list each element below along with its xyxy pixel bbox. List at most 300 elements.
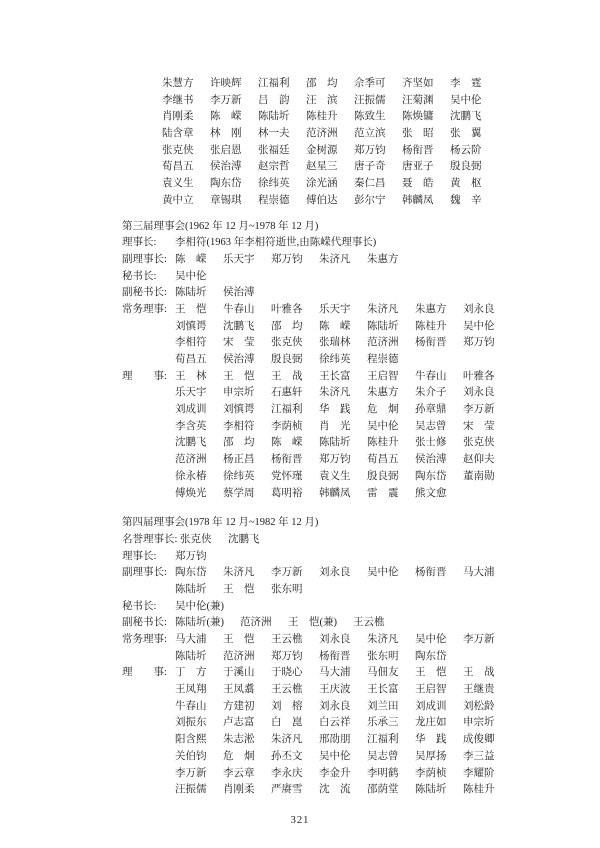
member-name: 孙章鼎 <box>415 404 447 416</box>
member-name: 吴志曾 <box>367 750 399 762</box>
field <box>122 632 560 665</box>
member-name: 吕 韵 <box>258 94 290 106</box>
member-name: 刘慎谔 <box>223 404 255 416</box>
member-name: 王 恺 <box>415 667 447 679</box>
member-name: 熊文愈 <box>415 487 447 499</box>
field-label: 副理事长: <box>122 253 170 265</box>
member-name: 李 霆 <box>450 78 482 89</box>
member-name: 汪振儒 <box>175 784 207 796</box>
member-name: 荀昌五 <box>367 454 399 466</box>
member-name: 傅伯达 <box>306 194 338 206</box>
member-row <box>162 193 560 210</box>
member-name: 邵 均 <box>306 78 338 89</box>
member-name: 杨云阶 <box>450 144 482 156</box>
member-name: 陈陆圻 <box>175 287 207 299</box>
member-name: 李万新 <box>175 767 207 779</box>
member-name: 孙丕文 <box>271 750 303 762</box>
member-name: 范济洲 <box>367 337 399 349</box>
section <box>122 515 560 799</box>
member-row <box>175 782 560 799</box>
member-name: 王云樵 <box>271 634 303 645</box>
member-name: 肖刚柔 <box>223 784 255 796</box>
field-label: 副秘书长: <box>122 617 167 629</box>
member-name: 叶雅各 <box>271 303 303 315</box>
member-name: 陈陆圻 <box>175 583 207 595</box>
member-name: 白云祥 <box>319 717 351 729</box>
member-name: 陈 嵘 <box>319 320 351 332</box>
field <box>122 549 560 566</box>
member-name: 危 炯 <box>367 404 399 416</box>
member-name: 张启恩 <box>210 144 242 156</box>
field-inline-row <box>175 549 560 566</box>
member-row <box>175 632 560 649</box>
member-name: 李金升 <box>319 767 351 779</box>
member-name: 刘成训 <box>175 404 207 416</box>
member-name: 侯治溥 <box>210 161 242 173</box>
member-name: 唐亚子 <box>402 161 434 173</box>
member-name: 王长富 <box>319 370 351 382</box>
field <box>122 252 560 269</box>
member-name: 华 践 <box>319 404 351 416</box>
member-name: 杨衔晋 <box>319 650 351 662</box>
member-name: 陈焕镛 <box>402 111 434 123</box>
field-label: 秘书长: <box>122 600 160 612</box>
member-name: 王凤翥 <box>223 684 255 696</box>
member-name: 张 昭 <box>402 128 434 140</box>
member-row <box>162 126 560 143</box>
field-content <box>175 632 560 665</box>
field <box>122 302 560 369</box>
member-name: 沈鹏飞 <box>175 437 207 449</box>
member-name: 肖 光 <box>319 420 351 432</box>
field <box>122 599 560 616</box>
member-row <box>175 419 560 436</box>
member-name: 邢劭朋 <box>319 734 351 746</box>
member-name: 乐天宇 <box>223 253 255 265</box>
member-name: 张克侠 <box>180 533 212 545</box>
field-label: 理事长: <box>122 237 160 249</box>
member-name: 王庆波 <box>319 684 351 696</box>
member-name: 卢志富 <box>223 717 255 729</box>
member-name: 林一夫 <box>258 128 290 140</box>
member-name: 黄 枢 <box>450 178 482 190</box>
member-name: 侯治溥 <box>415 454 447 466</box>
member-name: 乐承三 <box>367 717 399 729</box>
member-name: 李耀阶 <box>463 767 495 779</box>
member-name: 王云樵 <box>353 617 385 629</box>
field <box>122 565 560 598</box>
member-name: 汪菊渊 <box>402 94 434 106</box>
member-name: 朱惠方 <box>367 387 399 399</box>
member-row <box>175 302 560 319</box>
member-row <box>162 159 560 176</box>
member-name: 王 林 <box>175 370 207 382</box>
member-name: 章锡琪 <box>210 194 242 206</box>
member-name: 秦仁昌 <box>354 178 386 190</box>
member-row <box>175 385 560 402</box>
member-name: 魏 辛 <box>450 194 482 206</box>
field-label: 理 事: <box>122 667 167 679</box>
member-name: 李三益 <box>463 750 495 762</box>
member-name: 杨衔晋 <box>415 337 447 349</box>
field <box>122 369 560 503</box>
member-name: 朱介子 <box>415 387 447 399</box>
member-name: 许映辉 <box>210 78 242 89</box>
member-name: 杨衔晋 <box>271 454 303 466</box>
member-name: 吴厚扬 <box>415 750 447 762</box>
field-inline-row <box>175 235 560 252</box>
member-name: 马大浦 <box>319 667 351 679</box>
member-name: 陈陆圻 <box>258 111 290 123</box>
member-name: 肖刚柔 <box>162 111 194 123</box>
field-content <box>175 369 560 503</box>
member-name: 陆含章 <box>162 128 194 140</box>
member-name: 宋 莹 <box>463 420 495 432</box>
member-row <box>162 143 560 160</box>
member-name: 朱济凡 <box>271 734 303 746</box>
member-row <box>175 335 560 352</box>
member-name: 王继贵 <box>463 684 495 696</box>
member-name: 陈桂升 <box>463 784 495 796</box>
member-name: 朱济凡 <box>367 303 399 315</box>
field-content <box>175 565 560 598</box>
member-name: 危 炯 <box>223 750 255 762</box>
member-name: 王 恺 <box>223 583 255 595</box>
member-name: 韩麟凤 <box>319 487 351 499</box>
member-row <box>175 486 560 503</box>
member-name: 殷良弼 <box>367 470 399 482</box>
member-name: 郑万钧 <box>271 253 303 265</box>
field-content <box>180 532 560 549</box>
member-name: 朱济凡 <box>367 634 399 645</box>
member-name: 陶东岱 <box>415 470 447 482</box>
member-name: 李相符 <box>223 420 255 432</box>
member-name: 程崇德 <box>258 194 290 206</box>
field-label: 秘书长: <box>122 270 160 282</box>
field-label: 理 事: <box>122 370 167 382</box>
member-row <box>175 319 560 336</box>
member-name: 江福利 <box>258 78 290 89</box>
member-name: 沈鹏飞 <box>223 320 255 332</box>
member-name: 朱济凡 <box>223 567 255 579</box>
member-name: 郑万钧 <box>354 144 386 156</box>
field-value: 吴中伦 <box>175 270 207 282</box>
member-name: 程崇德 <box>367 354 399 365</box>
member-name: 白 崑 <box>271 717 303 729</box>
member-name: 陈 嵘 <box>175 253 207 265</box>
member-name: 徐纬英 <box>319 354 351 365</box>
section <box>122 219 560 503</box>
member-row <box>175 565 560 582</box>
member-row <box>175 252 560 269</box>
member-name: 徐纬英 <box>223 470 255 482</box>
section-title: 第四届理事会(1978 年 12 月~1982 年 12 月) <box>122 517 319 529</box>
member-name: 朱志淞 <box>223 734 255 746</box>
member-name: 雷 震 <box>367 487 399 499</box>
member-name: 马佃友 <box>367 667 399 679</box>
member-row <box>175 749 560 766</box>
member-name: 李万新 <box>271 567 303 579</box>
field-content <box>175 302 560 369</box>
member-name: 葛明裕 <box>271 487 303 499</box>
member-name: 傅焕光 <box>175 487 207 499</box>
member-name: 陶东岱 <box>175 567 207 579</box>
field-content <box>175 252 560 269</box>
field <box>122 269 560 286</box>
member-row <box>162 109 560 126</box>
member-name: 刘松龄 <box>463 700 495 712</box>
field-value: 李相符(1963 年李相符逝世,由陈嵘代理事长) <box>175 237 377 249</box>
member-name: 张东明 <box>367 650 399 662</box>
field-content <box>175 599 560 616</box>
member-name: 牛春山 <box>175 700 207 712</box>
member-row <box>175 352 560 369</box>
member-name: 荀昌五 <box>175 354 207 365</box>
member-name: 陈 嵘 <box>271 437 303 449</box>
member-row <box>162 93 560 110</box>
field-content <box>175 615 560 632</box>
field-label: 名誉理事长: <box>122 533 181 545</box>
member-row <box>175 766 560 783</box>
member-name: 牛春山 <box>415 370 447 382</box>
member-name: 沈 流 <box>319 784 351 796</box>
member-name: 侯治溥 <box>223 287 255 299</box>
member-name: 朱济凡 <box>319 253 351 265</box>
member-name: 陈桂升 <box>415 320 447 332</box>
member-name: 丁 方 <box>175 667 207 679</box>
member-name: 李明鹤 <box>367 767 399 779</box>
member-name: 刘永良 <box>463 303 495 315</box>
member-name: 张东明 <box>271 583 303 595</box>
member-name: 李万新 <box>463 404 495 416</box>
field <box>122 532 560 549</box>
member-row <box>175 369 560 386</box>
member-name: 张克侠 <box>463 437 495 449</box>
member-name: 彭尔宁 <box>354 194 386 206</box>
member-name: 黄中立 <box>162 194 194 206</box>
member-name: 刘振东 <box>175 717 207 729</box>
member-name: 严赓雪 <box>271 784 303 796</box>
page-number: 321 <box>290 815 310 826</box>
member-name: 朱惠方 <box>367 253 399 265</box>
member-name: 王启智 <box>367 370 399 382</box>
field <box>122 615 560 632</box>
member-name: 石惠轩 <box>271 387 303 399</box>
field-value: 郑万钧 <box>175 550 207 562</box>
member-name: 唐子奇 <box>354 161 386 173</box>
member-name: 龙庄如 <box>415 717 447 729</box>
field-inline-row <box>175 269 560 286</box>
member-name: 涂光涵 <box>306 178 338 190</box>
member-name: 李万新 <box>463 634 495 645</box>
member-row <box>175 435 560 452</box>
member-name: 林 刚 <box>210 128 242 140</box>
member-name: 王长富 <box>367 684 399 696</box>
member-name: 李荫桢 <box>415 767 447 779</box>
member-name: 韩麟凤 <box>402 194 434 206</box>
member-name: 朱济凡 <box>319 387 351 399</box>
member-name: 邵荫堂 <box>367 784 399 796</box>
member-name: 华 践 <box>415 734 447 746</box>
sections-container <box>122 219 560 799</box>
member-name: 阳含熙 <box>175 734 207 746</box>
member-name: 李含英 <box>175 420 207 432</box>
member-row <box>175 469 560 486</box>
member-name: 陈陆圻 <box>175 650 207 662</box>
member-name: 宋 莹 <box>223 337 255 349</box>
member-row <box>162 76 560 93</box>
member-name: 徐永椿 <box>175 470 207 482</box>
member-name: 刘 榕 <box>271 700 303 712</box>
member-row <box>175 665 560 682</box>
field-content <box>175 665 560 799</box>
member-row <box>175 682 560 699</box>
member-name: 沈鹏飞 <box>228 533 260 545</box>
field-label: 常务理事: <box>122 303 167 315</box>
member-name: 王启智 <box>415 684 447 696</box>
member-name: 陈陆圻 <box>319 437 351 449</box>
member-name: 汪 滨 <box>306 94 338 106</box>
field-inline-row <box>175 599 560 616</box>
member-name: 张士修 <box>415 437 447 449</box>
member-row <box>175 715 560 732</box>
member-name: 董南勋 <box>463 470 495 482</box>
member-name: 刘永良 <box>319 700 351 712</box>
member-name: 于溪山 <box>223 667 255 679</box>
member-name: 党怀瑾 <box>271 470 303 482</box>
member-name: 陈 嵘 <box>210 111 242 123</box>
member-name: 陶东岱 <box>210 178 242 190</box>
member-name: 吴志曾 <box>415 420 447 432</box>
member-row <box>175 402 560 419</box>
member-name: 李荫桢 <box>271 420 303 432</box>
member-name: 刘慎谔 <box>175 320 207 332</box>
field-value: 吴中伦(兼) <box>175 600 224 612</box>
member-name: 齐坚如 <box>402 78 434 89</box>
member-name: 陈陆圻 <box>415 784 447 796</box>
field-content <box>175 269 560 286</box>
member-name: 聂 皓 <box>402 178 434 190</box>
field-label: 副秘书长: <box>122 287 167 299</box>
member-name: 申宗圻 <box>223 387 255 399</box>
member-name: 张 翼 <box>450 128 482 140</box>
member-row <box>175 649 560 666</box>
member-name: 朱慧方 <box>162 78 194 89</box>
member-name: 袁义生 <box>319 470 351 482</box>
member-name: 王云樵 <box>271 684 303 696</box>
member-row <box>175 615 560 632</box>
member-name: 荀昌五 <box>162 161 194 173</box>
member-name: 范济洲 <box>175 454 207 466</box>
member-name: 成俊卿 <box>463 734 495 746</box>
member-name: 刘成训 <box>415 700 447 712</box>
member-name: 范济洲 <box>306 128 338 140</box>
continued-member-grid <box>162 76 560 210</box>
member-name: 吴中伦 <box>319 750 351 762</box>
member-name: 关伯钧 <box>175 750 207 762</box>
member-name: 李永庆 <box>271 767 303 779</box>
member-name: 王 恺(兼) <box>288 617 337 629</box>
member-name: 马大浦 <box>463 567 495 579</box>
member-name: 范立滨 <box>354 128 386 140</box>
member-row <box>175 452 560 469</box>
member-name: 金树源 <box>306 144 338 156</box>
member-name: 王凤翔 <box>175 684 207 696</box>
member-name: 徐纬英 <box>258 178 290 190</box>
field <box>122 665 560 799</box>
member-name: 王 恺 <box>223 634 255 645</box>
member-name: 殷良弼 <box>271 354 303 365</box>
member-name: 张克侠 <box>162 144 194 156</box>
member-name: 陶东岱 <box>415 650 447 662</box>
member-name: 陈陆圻(兼) <box>175 617 224 629</box>
member-name: 吴中伦 <box>415 634 447 645</box>
field-content <box>175 285 560 302</box>
member-name: 叶雅各 <box>463 370 495 382</box>
member-name: 郑万钧 <box>271 650 303 662</box>
member-name: 朱惠方 <box>415 303 447 315</box>
member-name: 申宗圻 <box>463 717 495 729</box>
member-name: 汪振儒 <box>354 94 386 106</box>
member-row <box>175 699 560 716</box>
member-name: 袁义生 <box>162 178 194 190</box>
member-name: 江福利 <box>367 734 399 746</box>
member-name: 张福廷 <box>258 144 290 156</box>
member-name: 吴中伦 <box>367 420 399 432</box>
member-name: 杨衔晋 <box>415 567 447 579</box>
member-name: 张克侠 <box>271 337 303 349</box>
member-name: 邵 均 <box>271 320 303 332</box>
field <box>122 285 560 302</box>
member-name: 杨正昌 <box>223 454 255 466</box>
member-name: 佘季可 <box>354 78 386 89</box>
member-name: 陈陆圻 <box>367 320 399 332</box>
member-name: 赵宗哲 <box>258 161 290 173</box>
field-label: 副理事长: <box>122 567 167 579</box>
member-name: 沈鹏飞 <box>450 111 482 123</box>
member-name: 杨衔晋 <box>402 144 434 156</box>
field-content <box>175 549 560 566</box>
member-name: 于晓心 <box>271 667 303 679</box>
member-name: 赵星三 <box>306 161 338 173</box>
member-name: 王 恺 <box>175 303 207 315</box>
member-name: 侯治溥 <box>223 354 255 365</box>
member-row <box>175 582 560 599</box>
member-name: 陈致生 <box>354 111 386 123</box>
member-name: 范济洲 <box>240 617 272 629</box>
member-name: 乐天宇 <box>319 303 351 315</box>
member-name: 张瑞林 <box>319 337 351 349</box>
member-name: 乐天宇 <box>175 387 207 399</box>
member-name: 殷良弼 <box>450 161 482 173</box>
member-name: 刘永良 <box>463 387 495 399</box>
member-name: 吴中伦 <box>450 94 482 106</box>
member-name: 郑万钧 <box>463 337 495 349</box>
member-name: 江福利 <box>271 404 303 416</box>
section-title: 第三届理事会(1962 年 12 月~1978 年 12 月) <box>122 220 319 232</box>
member-name: 吴中伦 <box>367 567 399 579</box>
member-name: 王 战 <box>463 667 495 679</box>
field-label: 常务理事: <box>122 634 167 645</box>
member-name: 牛春山 <box>223 303 255 315</box>
member-name: 王 战 <box>271 370 303 382</box>
field-label: 理事长: <box>122 550 160 562</box>
member-name: 马大浦 <box>175 634 207 645</box>
member-name: 李云章 <box>223 767 255 779</box>
member-row <box>175 285 560 302</box>
member-name: 郑万钧 <box>319 454 351 466</box>
member-name: 邵 均 <box>223 437 255 449</box>
